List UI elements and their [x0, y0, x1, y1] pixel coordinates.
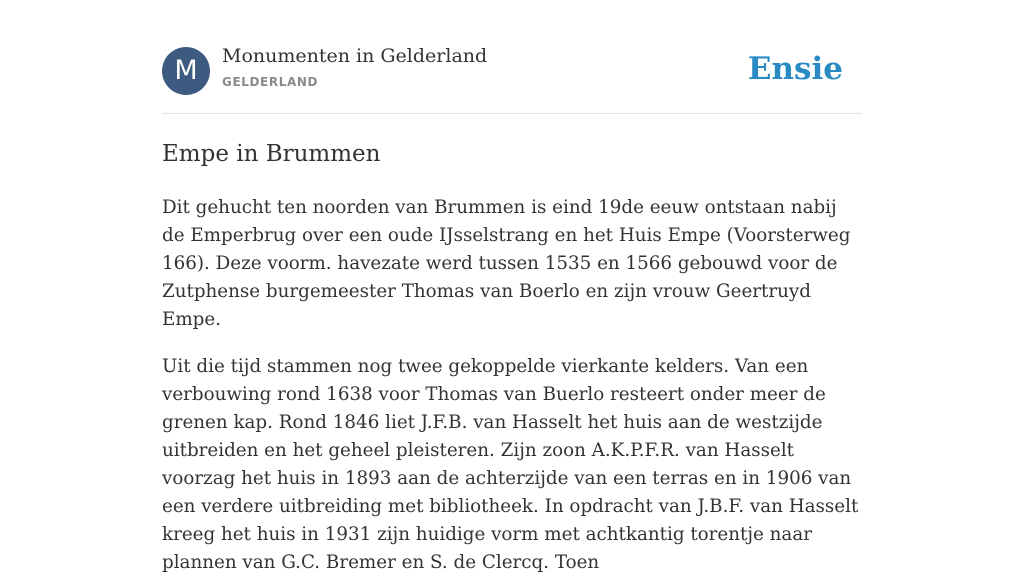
brand-logo[interactable]: Ensie [747, 51, 843, 87]
article-title: Empe in Brummen [162, 141, 381, 167]
content-container [162, 0, 862, 577]
site-subtitle[interactable]: GELDERLAND [222, 75, 319, 89]
article-paragraph: Dit gehucht ten noorden van Brummen is eind 19de eeuw ontstaan nabij de Emperbrug over een oude IJsselstrang en het Huis Empe (Voorsterweg 166). Deze voorm. havezate werd tussen 1535 en 1566 gebouwd voor de Zutphense burgemeester Thomas van Boerlo en zijn vrouw Geertruyd Empe. [162, 197, 851, 330]
article-paragraph: Uit die tijd stammen nog twee gekoppelde vierkante kelders. Van een verbouwing rond 1638 voor Thomas van Buerlo resteert onder meer de grenen kap. Rond 1846 liet J.F.B. van Hasselt het huis aan de westzijde uitbreiden en het geheel pleisteren. Zijn zoon A.K.P.F.R. van Hasselt voorzag het huis in 1893 aan de achterzijde van een terras en in 1906 van een verdere uitbreiding met bibliotheek. In opdracht van J.B.F. van Hasselt kreeg het huis in 1931 zijn huidige vorm met achtkantig torentje naar plannen van G.C. Bremer en S. de Clercq. Toen [162, 356, 859, 573]
site-title[interactable]: Monumenten in Gelderland [222, 45, 488, 67]
avatar[interactable]: M [162, 47, 210, 95]
header [162, 0, 862, 114]
